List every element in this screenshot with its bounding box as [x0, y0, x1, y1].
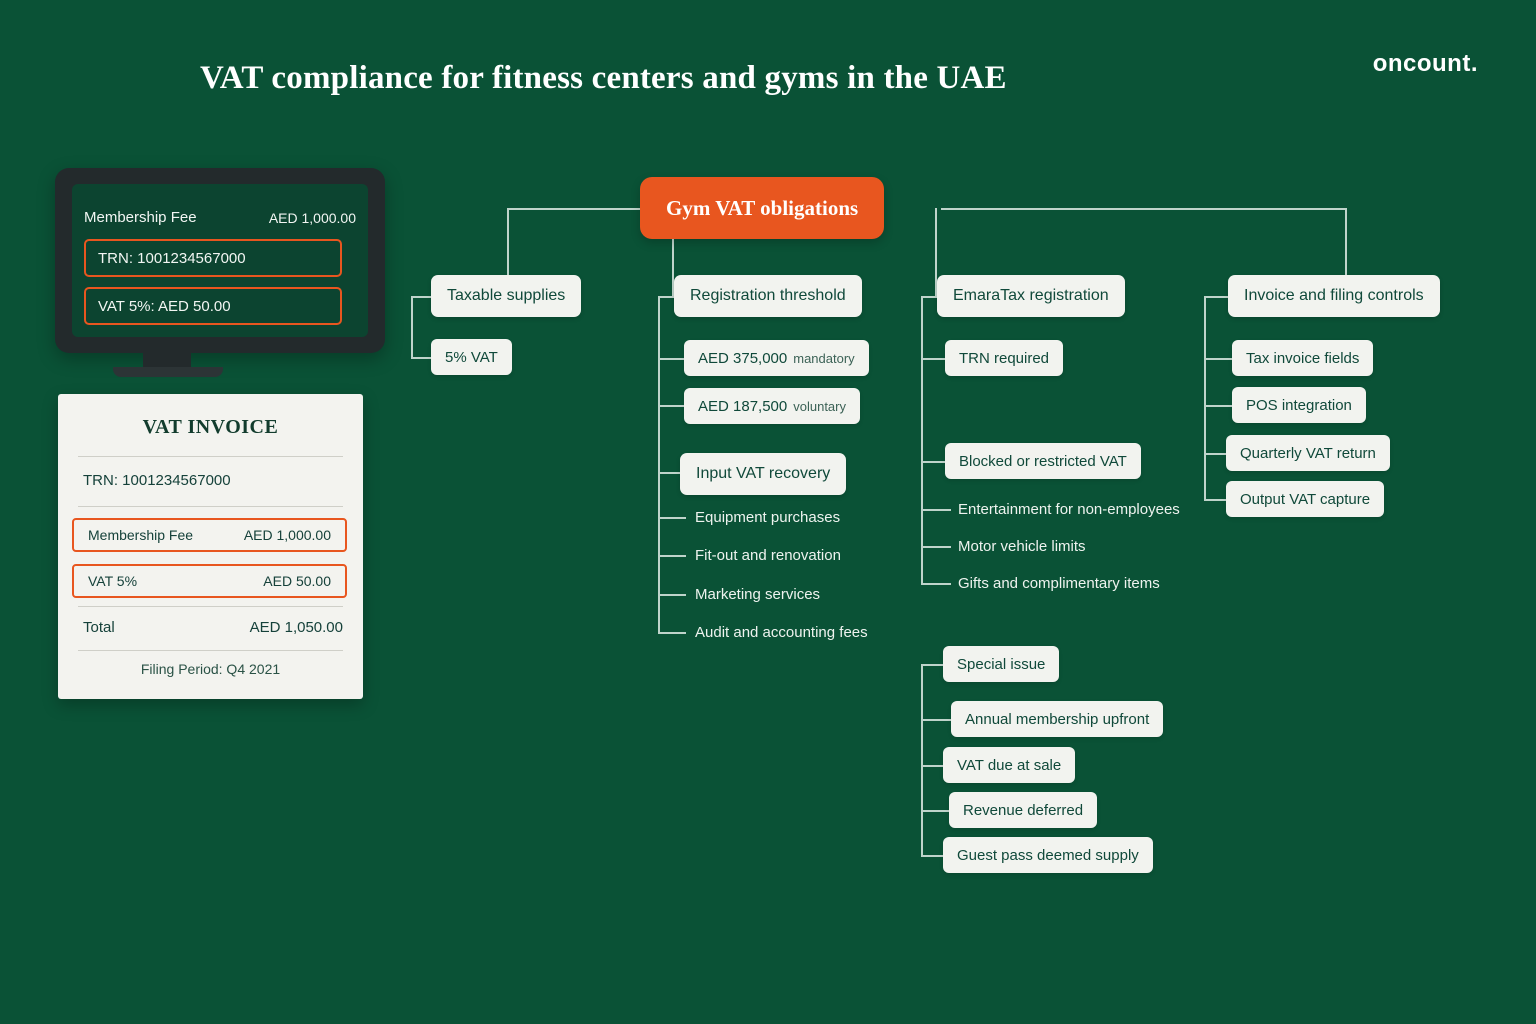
node-registration-threshold[interactable]: Registration threshold [674, 275, 862, 317]
pos-screen [72, 184, 368, 337]
invoice-vat-amount: AED 50.00 [263, 573, 331, 589]
connector [658, 632, 686, 634]
pos-line-label: Membership Fee [84, 209, 197, 226]
connector [1204, 296, 1206, 499]
node-special-issue-child-0[interactable]: Annual membership upfront [951, 701, 1163, 737]
connector [658, 594, 686, 596]
node-blocked-child-0[interactable]: Entertainment for non-employees [958, 500, 1180, 518]
connector [658, 358, 684, 360]
node-invoice-filing-controls[interactable]: Invoice and filing controls [1228, 275, 1440, 317]
invoice-trn: TRN: 1001234567000 [83, 472, 231, 489]
pos-stand-base [113, 367, 223, 377]
node-special-issue-child-2[interactable]: Revenue deferred [949, 792, 1097, 828]
connector [658, 472, 680, 474]
connector [921, 583, 951, 585]
connector [921, 358, 947, 360]
node-special-issue-child-3[interactable]: Guest pass deemed supply [943, 837, 1153, 873]
node-root-gym-vat-obligations[interactable]: Gym VAT obligations [640, 177, 884, 239]
invoice-total-row [83, 619, 343, 636]
brand-logo: oncount. [1372, 50, 1478, 77]
pos-vat-text: VAT 5%: AED 50.00 [98, 297, 231, 315]
connector [941, 208, 1346, 210]
invoice-membership-amount: AED 1,000.00 [243, 527, 331, 543]
pos-line-item [84, 209, 356, 226]
invoice-vat-row [72, 564, 347, 598]
pos-vat-field [84, 287, 342, 325]
connector [1204, 405, 1232, 407]
node-input-vat-child-1[interactable]: Fit-out and renovation [695, 546, 841, 564]
pos-trn-text: TRN: 1001234567000 [98, 249, 246, 267]
node-registration-threshold-child-1[interactable] [684, 388, 860, 424]
threshold-amount-voluntary: AED 187,500 [698, 397, 788, 415]
threshold-qualifier-mandatory: mandatory [793, 350, 855, 366]
connector [1204, 358, 1232, 360]
node-input-vat-child-3[interactable]: Audit and accounting fees [695, 623, 868, 641]
connector [1204, 499, 1226, 501]
invoice-membership-label: Membership Fee [88, 527, 194, 543]
invoice-total-label: Total [83, 619, 115, 636]
invoice-divider [78, 606, 343, 607]
connector [921, 461, 947, 463]
connector [658, 517, 686, 519]
connector [658, 296, 660, 632]
invoice-title: VAT INVOICE [142, 416, 279, 438]
node-blocked-child-1[interactable]: Motor vehicle limits [958, 537, 1086, 555]
node-special-issue-child-1[interactable]: VAT due at sale [943, 747, 1075, 783]
connector [411, 296, 413, 357]
node-input-vat-child-2[interactable]: Marketing services [695, 585, 821, 603]
node-special-issue[interactable]: Special issue [943, 646, 1059, 682]
node-blocked-restricted-vat[interactable]: Blocked or restricted VAT [945, 443, 1141, 479]
node-registration-threshold-child-0[interactable] [684, 340, 869, 376]
connector [921, 719, 951, 721]
node-blocked-child-2[interactable]: Gifts and complimentary items [958, 574, 1160, 592]
connector [921, 855, 943, 857]
threshold-amount-mandatory: AED 375,000 [698, 349, 788, 367]
node-filing-child-3[interactable]: Output VAT capture [1226, 481, 1384, 517]
invoice-total-amount: AED 1,050.00 [249, 619, 343, 636]
connector [411, 296, 431, 298]
connector [1204, 453, 1226, 455]
invoice-filing-period: Filing Period: Q4 2021 [140, 661, 281, 677]
connector [921, 296, 923, 583]
node-taxable-supplies-child-0[interactable]: 5% VAT [431, 339, 512, 375]
invoice-divider [78, 650, 343, 651]
page-title: VAT compliance for fitness centers and gyms in the UAE [200, 60, 1007, 96]
node-emaratax-registration[interactable]: EmaraTax registration [937, 275, 1125, 317]
connector [921, 509, 951, 511]
connector [921, 810, 949, 812]
connector [658, 555, 686, 557]
invoice-vat-label: VAT 5% [88, 573, 138, 589]
threshold-qualifier-voluntary: voluntary [793, 398, 846, 414]
connector [921, 765, 943, 767]
node-filing-child-0[interactable]: Tax invoice fields [1232, 340, 1373, 376]
pos-trn-field [84, 239, 342, 277]
connector [921, 664, 943, 666]
node-filing-child-2[interactable]: Quarterly VAT return [1226, 435, 1390, 471]
invoice-divider [78, 456, 343, 457]
connector [1345, 208, 1347, 276]
node-taxable-supplies[interactable]: Taxable supplies [431, 275, 581, 317]
connector [658, 405, 684, 407]
connector [921, 546, 951, 548]
connector [507, 208, 640, 210]
connector [1204, 296, 1228, 298]
node-input-vat-recovery[interactable]: Input VAT recovery [680, 453, 846, 495]
node-filing-child-1[interactable]: POS integration [1232, 387, 1366, 423]
connector [411, 357, 431, 359]
pos-terminal [55, 168, 385, 353]
connector [921, 664, 923, 855]
node-emaratax-child-0[interactable]: TRN required [945, 340, 1063, 376]
node-input-vat-child-0[interactable]: Equipment purchases [695, 508, 841, 526]
invoice-membership-row [72, 518, 347, 552]
pos-line-amount: AED 1,000.00 [268, 209, 356, 226]
invoice-divider [78, 506, 343, 507]
